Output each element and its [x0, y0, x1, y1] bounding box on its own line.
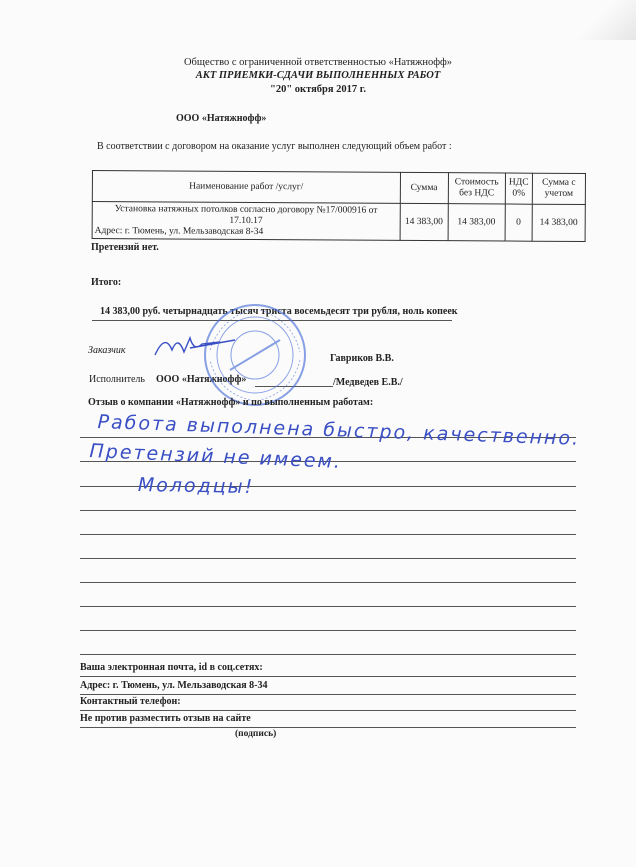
- review-line: [80, 582, 576, 583]
- signature-caption: (подпись): [235, 729, 277, 739]
- review-line: [80, 630, 576, 631]
- col-name-header: Наименование работ /услуг/: [92, 171, 400, 204]
- col-total-header: Сумма с учетом: [532, 173, 585, 204]
- review-line: [80, 510, 576, 511]
- total-label: Итого:: [91, 277, 122, 288]
- col-sum-header: Сумма: [400, 172, 448, 203]
- review-handwriting-line3: Молодцы!: [137, 474, 255, 499]
- work-name-line2: 17.10.17: [229, 215, 263, 226]
- document-date: "20" октября 2017 г.: [269, 84, 366, 95]
- col-vat-header: НДС 0%: [505, 173, 532, 204]
- field-line: [80, 676, 576, 677]
- work-description: [92, 202, 400, 241]
- review-handwriting-line2: Претензий не имеем.: [89, 440, 343, 473]
- work-address: Адрес: г. Тюмень, ул. Мельзаводская 8-34: [94, 225, 264, 237]
- review-line: [80, 534, 576, 535]
- address-field-label: Адрес: г. Тюмень, ул. Мельзаводская 8-34: [80, 680, 268, 691]
- organization-name: ООО «Натяжнофф»: [176, 113, 267, 124]
- email-field-label: Ваша электронная почта, id в соц.сетях:: [80, 662, 263, 673]
- cell-novat: 14 383,00: [448, 204, 505, 241]
- field-line: [80, 710, 576, 711]
- scan-edge: [576, 0, 636, 40]
- field-line: [80, 727, 576, 728]
- field-line: [80, 694, 576, 695]
- cell-sum: 14 383,00: [400, 203, 448, 240]
- publish-consent-label: Не против разместить отзыв на сайте: [80, 713, 251, 724]
- customer-name: Гавриков В.В.: [330, 353, 394, 364]
- col-novat-header: Стоимость без НДС: [448, 173, 505, 204]
- document-title: АКТ ПРИЕМКИ-СДАЧИ ВЫПОЛНЕННЫХ РАБОТ: [195, 70, 441, 81]
- customer-label: Заказчик: [88, 345, 126, 356]
- works-table: [92, 170, 586, 242]
- total-amount-text: 14 383,00 руб. четырнадцать тысяч триста восемьдесят три рубля, ноль копеек: [100, 306, 458, 317]
- company-name: Общество с ограниченной ответственностью «Натяжнофф»: [183, 57, 453, 68]
- executor-label: Исполнитель: [89, 374, 145, 385]
- cell-vat: 0: [505, 204, 532, 241]
- review-handwriting-line1: Работа выполнена быстро, качественно.: [97, 411, 581, 450]
- executor-org: ООО «Натяжнофф»: [156, 374, 247, 385]
- phone-field-label: Контактный телефон:: [80, 696, 181, 707]
- review-label: Отзыв о компании «Натяжнофф» и по выполненным работам:: [88, 397, 374, 408]
- work-name-line1: Установка натяжных потолков согласно договору №17/000916 от: [114, 203, 378, 216]
- table-row: [92, 202, 585, 242]
- review-line: [80, 654, 576, 655]
- table-header-row: [92, 171, 585, 205]
- intro-text: В соответствии с договором на оказание услуг выполнен следующий объем работ :: [97, 141, 452, 152]
- executor-name: /Медведев Е.В./: [333, 377, 403, 388]
- review-line: [80, 558, 576, 559]
- claims-text: Претензий нет.: [91, 242, 159, 253]
- cell-total: 14 383,00: [532, 204, 585, 241]
- customer-signature-icon: [150, 330, 240, 365]
- review-line: [80, 606, 576, 607]
